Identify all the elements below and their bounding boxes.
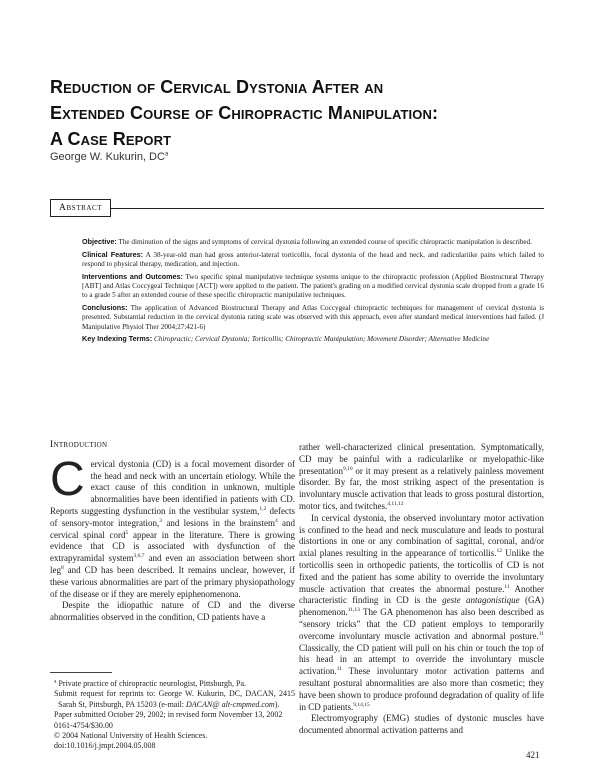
intro-paragraph-2: Despite the idiopathic nature of CD and the diverse abnormalities observed in the condition, CD patients have a — [50, 600, 295, 623]
reprint-email: DACAN@ alt-cmpmed.com — [186, 699, 275, 709]
citation: 3,6,7 — [133, 553, 145, 560]
footnote-divider — [50, 672, 112, 673]
body-paragraph-2 — [299, 513, 544, 714]
reprint-text: ). — [274, 699, 280, 709]
abstract-key-terms — [82, 334, 544, 344]
citation: 4 — [274, 517, 278, 524]
body-text: Unlike the torticollis seen in orthopedic patients, the torticollis of CD is not fixed and the patient has some ability to override the involuntary muscle activation that creates the abnormal posture. — [299, 548, 544, 594]
citation: 11 — [504, 583, 510, 590]
body-text: These involuntary motor activation patterns and resultant postural abnormalities are also more than cosmetic; they have been shown to produce profound degradation of quality of life in CD patients. — [299, 666, 544, 712]
abstract-divider — [50, 208, 544, 209]
body-text: (GA) phenomenon. — [299, 595, 544, 618]
footnote-copyright: © 2004 National University of Health Sciences. — [54, 731, 208, 741]
footnote-marker: a — [54, 678, 57, 685]
conclusions-heading: Conclusions: — [82, 302, 128, 312]
intro-text: and lesions in the brainstem — [162, 517, 275, 528]
footnote-issn: 0161-4754/$30.00 — [54, 720, 113, 730]
intro-text: appear in the literature. There is growing evidence that CD is associated with dysfunction of the extrapyramidal system — [50, 529, 295, 564]
body-text: Classically, the CD patient will pull on his chin or touch the top of his head in an attempt to override the involuntary muscle activation. — [299, 642, 544, 677]
citation: 12 — [496, 548, 502, 555]
citation: 1,2 — [259, 505, 267, 512]
page-number: 421 — [526, 750, 540, 760]
abstract-objective — [82, 237, 544, 247]
footnote-submitted: Paper submitted October 29, 2002; in revised form November 13, 2002 — [54, 710, 283, 720]
citation: 11,13 — [347, 607, 360, 614]
intro-text: defects of sensory-motor integration, — [50, 505, 296, 528]
footnote-reprints — [50, 689, 295, 710]
citation: 11 — [538, 630, 544, 637]
body-text: or it may present as a relatively painless movement disorder. By far, the most striking aspect of the presentation is involuntary muscle activation that leads to gross postural distortion, motor tics, and twitches. — [299, 465, 544, 511]
intro-paragraph-1 — [50, 452, 296, 601]
author-affiliation-marker: a — [164, 151, 169, 158]
author-line — [50, 151, 168, 163]
reprint-text: Submit request for reprints to: George W. Kukurin, DC, DACAN, 2415 Sarah St, Pittsburgh, PA 15203 (e-mail: — [54, 689, 295, 709]
abstract-label: Abstract — [50, 199, 111, 217]
abstract-interventions — [82, 272, 544, 301]
citation: 4,11,12 — [387, 500, 404, 507]
abstract-clinical-features — [82, 250, 544, 270]
abstract-conclusions — [82, 303, 544, 332]
intro-text: and even an association between short leg — [50, 553, 295, 575]
footnote-affiliation — [50, 679, 295, 689]
citation: 5 — [125, 529, 129, 536]
intro-text: ervical dystonia (CD) is a focal movement disorder of the head and neck with an uncertain etiology. While the exact cause of this condition in unknown, multiple abnormalities have been identified in patients with CD. Reports suggesting dysfunction in the vestibular system, — [50, 458, 295, 516]
interventions-text: Two specific spinal manipulative technique systems unique to the chiropractic profession (Applied Biostructural Therapy [ABT] and Atlas Coccygeal Technique [ACT]) were applied to the patient. The patient's grading on a modified cervical dystonia scale dropped from a grade 16 to a grade 5 after an extended course of these specific chiropractic manipulative techniques. — [82, 272, 544, 300]
abstract-body — [82, 237, 544, 347]
section-heading-introduction: Introduction — [50, 440, 108, 450]
conclusions-text: The application of Advanced Biostructural Therapy and Atlas Coccygeal chiropractic techniques for management of cervical dystonia is presented. Substantial reduction in the cervical dystonia rating scale was observed with this approach, even after standard medical interventions had failed. (J Manipulative Physiol Ther 2004;27:421-6) — [82, 303, 544, 331]
intro-text: and cervical spinal cord — [50, 517, 296, 540]
geste-antagonistique-term: geste antagonistique — [442, 595, 520, 606]
body-text: rather well-characterized clinical presentation. Symptomatically, CD may be painful with a radicularlike or myelopathic-like presentation — [299, 442, 544, 476]
objective-text: The diminution of the signs and symptoms of cervical dystonia following an extended course of specific chiropractic manipulation is described. — [116, 238, 533, 246]
body-text: The GA phenomenon has also been described as “sensory tricks” that the CD patient employs to temporarily overcome involuntary muscle activation and abnormal posture. — [299, 607, 544, 641]
body-paragraph-3: Electromyography (EMG) studies of dystonic muscles have documented abnormal activation patterns and — [299, 713, 544, 736]
interventions-heading: Interventions and Outcomes: — [82, 271, 183, 281]
left-column — [50, 440, 295, 624]
title-line-1: Reduction of Cervical Dystonia After an — [50, 77, 384, 97]
body-text: In cervical dystonia, the observed involuntary motor activation is confined to the head and neck musculature and leads to postural distortions in one or any combination of sagittal, coronal, and/or axial planes resulting in the appearance of torticollis. — [299, 512, 544, 559]
citation: 9,10 — [343, 465, 353, 472]
right-column — [299, 442, 544, 737]
affiliation-text: Private practice of chiropractic neurologist, Pittsburgh, Pa. — [56, 679, 247, 688]
drop-cap: C — [50, 452, 85, 506]
citation: 3 — [159, 517, 163, 524]
footnote-block — [50, 672, 295, 752]
article-title — [50, 74, 550, 152]
body-text: Another characteristic finding in CD is the — [299, 583, 544, 606]
key-terms-text: Chiropractic; Cervical Dystonia; Torticollis; Chiropractic Manipulation; Movement Disorder; Alternative Medicine — [152, 335, 490, 344]
abstract-section — [50, 199, 544, 404]
citation: 11 — [336, 666, 343, 673]
clinical-features-text: A 38-year-old man had gross anterior-lateral torticollis, focal dystonia of the head and neck, and radiculariike pains which failed to respond to physical therapy, medication, and injection. — [82, 250, 544, 268]
clinical-features-heading: Clinical Features: — [82, 249, 144, 259]
author-name: George W. Kukurin, DC — [50, 151, 165, 163]
body-paragraph-1 — [299, 442, 544, 513]
key-terms-heading: Key Indexing Terms: — [82, 334, 153, 344]
title-line-2: Extended Course of Chiropractic Manipulation: — [50, 103, 439, 123]
footnote-doi: doi:10.1016/j.jmpt.2004.05.008 — [54, 741, 156, 751]
title-line-3: A Case Report — [50, 129, 172, 149]
citation: 8 — [61, 564, 64, 571]
intro-text: and CD has been described. It remains unclear, however, if these various abnormalities are part of the primary physiopathology of the disease or if they are merely epiphenomenona. — [50, 564, 295, 599]
citation: 9,14,15 — [353, 701, 370, 708]
objective-heading: Objective: — [82, 237, 117, 246]
